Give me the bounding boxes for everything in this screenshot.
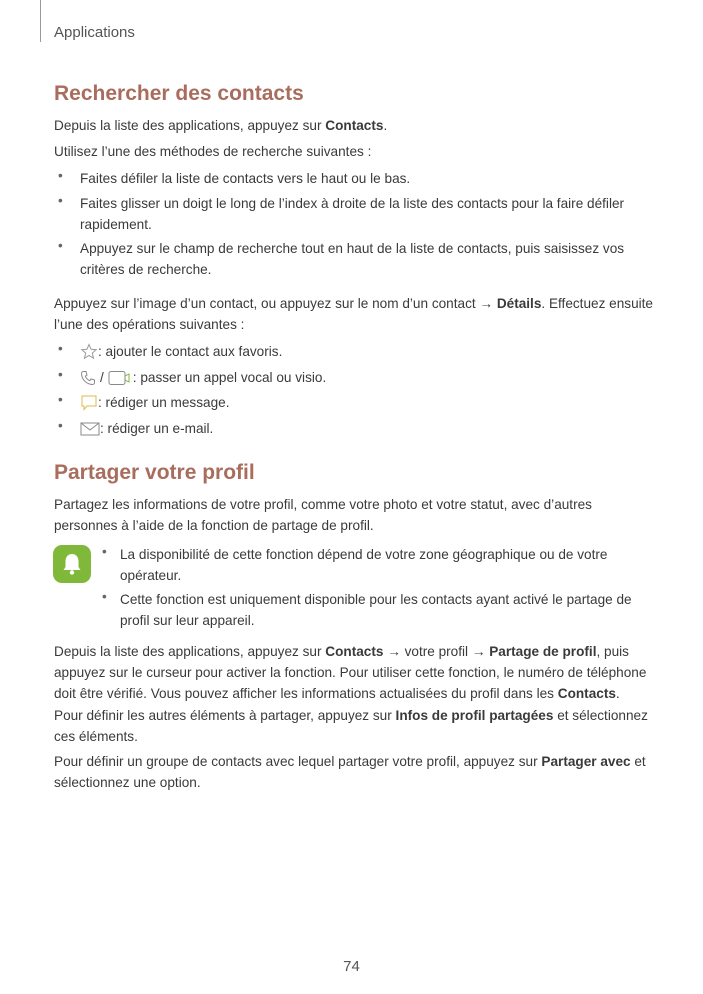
share-section-title: Partager votre profil	[54, 461, 255, 484]
share-intro: Partagez les informations de votre profil, comme votre photo et votre statut, avec d’autres personnes à l’aide de la fonction de partage de profil.	[54, 497, 592, 533]
share-elements-instructions: Pour définir les autres éléments à partager, appuyez sur Infos de profil partagées et sélectionnez ces éléments.	[54, 708, 648, 744]
bullet: •	[58, 238, 63, 253]
call-separator: /	[100, 370, 104, 385]
phone-icon	[80, 370, 96, 386]
bullet: •	[58, 193, 63, 208]
page-number: 74	[343, 958, 360, 975]
email-action-text: : rédiger un e-mail.	[100, 421, 214, 436]
message-action-text: : rédiger un message.	[98, 395, 230, 410]
share-instructions: Depuis la liste des applications, appuyez sur Contacts → votre profil → Partage de profil, puis appuyez sur le curseur pour activer la fonction. Pour utiliser cette fonction, le numéro de téléphone doit être vérifié. Vous pouvez afficher les informations actualisées du profil dans les Contacts.	[54, 644, 647, 701]
bullet: •	[58, 168, 63, 183]
search-intro: Depuis la liste des applications, appuyez sur Contacts.	[54, 118, 388, 133]
call-action-text: : passer un appel vocal ou visio.	[132, 370, 327, 385]
search-methods-intro: Utilisez l’une des méthodes de recherche suivantes :	[54, 144, 372, 159]
bullet: •	[58, 418, 63, 433]
note-bell-icon	[53, 545, 91, 583]
search-method-item: Faites défiler la liste de contacts vers le haut ou le bas.	[80, 171, 411, 186]
bullet: •	[102, 544, 107, 559]
share-group-instructions: Pour définir un groupe de contacts avec lequel partager votre profil, appuyez sur Partager avec et sélectionnez une option.	[54, 754, 646, 790]
video-call-icon	[108, 370, 130, 386]
note-item: La disponibilité de cette fonction dépend de votre zone géographique ou de votre opérateur.	[120, 547, 608, 583]
star-icon	[80, 343, 98, 361]
email-icon	[80, 421, 100, 437]
bullet: •	[58, 392, 63, 407]
note-item: Cette fonction est uniquement disponible pour les contacts ayant activé le partage de profil sur leur appareil.	[120, 592, 632, 628]
favorite-action-item	[80, 341, 282, 362]
search-method-item: Appuyez sur le champ de recherche tout en haut de la liste de contacts, puis saisissez vos critères de recherche.	[80, 241, 625, 277]
call-action-item	[80, 367, 326, 388]
details-instructions: Appuyez sur l’image d’un contact, ou appuyez sur le nom d’un contact → Détails. Effectuez ensuite l’une des opérations suivantes :	[54, 296, 653, 332]
favorite-action-text: : ajouter le contact aux favoris.	[98, 344, 283, 359]
bullet: •	[102, 589, 107, 604]
email-action-item	[80, 418, 213, 439]
message-action-item	[80, 392, 229, 413]
search-section-title: Rechercher des contacts	[54, 82, 304, 105]
bullet: •	[58, 367, 63, 382]
section-header: Applications	[54, 24, 135, 41]
header-rule	[40, 0, 41, 42]
search-method-item: Faites glisser un doigt le long de l’index à droite de la liste des contacts pour la faire défiler rapidement.	[80, 196, 625, 232]
message-icon	[80, 394, 98, 412]
bullet: •	[58, 341, 63, 356]
